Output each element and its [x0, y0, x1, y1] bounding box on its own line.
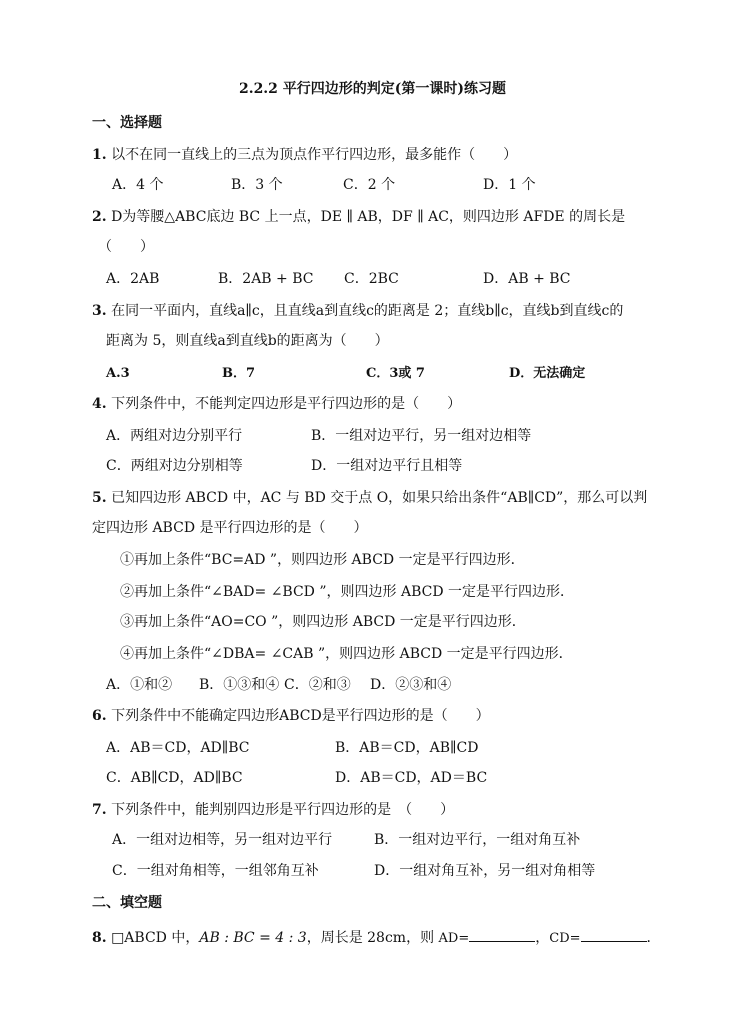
- q4-option-a: A．两组对边分别平行: [106, 428, 243, 444]
- question-6: [92, 706, 490, 726]
- q5-option-b: B．①③和④: [199, 677, 280, 693]
- section-heading-choice: 一、选择题: [92, 115, 162, 131]
- question-text: 在同一平面内，直线a∥c，且直线a到直线c的距离是 2；直线b∥c，直线b到直线c的: [111, 303, 624, 319]
- q2-option-c: C．2BC: [344, 271, 399, 287]
- q5-option-d: D．②③和④: [370, 677, 452, 693]
- question-prefix: □ABCD 中，: [111, 930, 200, 946]
- q4-option-c: C．两组对边分别相等: [106, 458, 243, 474]
- question-5-line2: 定四边形 ABCD 是平行四边形的是（ ）: [92, 520, 368, 536]
- question-7: [92, 800, 454, 820]
- q5-statement-1: ①再加上条件“BC=AD ”，则四边形 ABCD 一定是平行四边形．: [120, 552, 525, 568]
- q2-option-b: B．2AB + BC: [218, 271, 314, 287]
- ratio-expression: AB : BC = 4 : 3: [199, 930, 307, 946]
- cd-label: CD=: [549, 931, 581, 946]
- q7-option-d: D．一组对角互补，另一组对角相等: [374, 863, 596, 879]
- ad-answer-blank[interactable]: [469, 929, 535, 942]
- q6-option-b: B．AB＝CD，AB∥CD: [335, 740, 479, 756]
- q1-option-d: D．1 个: [483, 177, 536, 193]
- question-text: 下列条件中，不能判定四边形是平行四边形的是（ ）: [111, 396, 462, 412]
- question-4: [92, 394, 461, 414]
- question-text: 下列条件中，能判别四边形是平行四边形的是 （ ）: [111, 802, 455, 818]
- question-2-line2: （ ）: [98, 239, 154, 255]
- section-heading-fill: 二、填空题: [92, 895, 162, 911]
- q6-option-c: C．AB∥CD，AD∥BC: [106, 770, 243, 786]
- q7-option-b: B．一组对边平行，一组对角互补: [374, 832, 581, 848]
- question-text: 下列条件中不能确定四边形ABCD是平行四边形的是（ ）: [111, 708, 490, 724]
- question-number: 7.: [92, 802, 107, 818]
- q2-option-d: D．AB + BC: [483, 271, 571, 287]
- question-number: 6.: [92, 708, 107, 724]
- ad-label: AD=: [438, 931, 470, 946]
- question-number: 3.: [92, 303, 107, 319]
- question-5: [92, 488, 647, 508]
- q7-option-a: A．一组对边相等，另一组对边平行: [112, 832, 333, 848]
- q3-option-c: C．3或 7: [366, 366, 425, 381]
- question-text: 以不在同一直线上的三点为顶点作平行四边形，最多能作（ ）: [111, 147, 518, 163]
- cd-answer-blank[interactable]: [581, 929, 647, 942]
- question-number: 5.: [92, 490, 107, 506]
- question-end: ．: [646, 930, 661, 946]
- question-1: [92, 145, 517, 165]
- question-8: 8. □ABCD 中，AB : BC = 4 : 3，周长是 28cm，则 AD= ，CD= ．: [92, 930, 661, 946]
- q4-option-b: B．一组对边平行，另一组对边相等: [311, 428, 532, 444]
- q1-option-a: A．4 个: [112, 177, 164, 193]
- q5-statement-4: ④再加上条件“∠DBA= ∠CAB ”，则四边形 ABCD 一定是平行四边形．: [120, 646, 573, 662]
- question-number: 8.: [92, 930, 107, 946]
- q7-option-c: C．一组对角相等，一组邻角互补: [112, 863, 319, 879]
- question-number: 2.: [92, 209, 107, 225]
- q5-statement-2: ②再加上条件“∠BAD= ∠BCD ”，则四边形 ABCD 一定是平行四边形．: [120, 584, 575, 600]
- q3-option-b: B．7: [222, 366, 256, 381]
- q4-option-d: D．一组对边平行且相等: [311, 458, 463, 474]
- question-number: 1.: [92, 147, 107, 163]
- question-text: D为等腰△ABC底边 BC 上一点，DE ∥ AB，DF ∥ AC，则四边形 AFDE 的周长是: [111, 209, 626, 225]
- q5-statement-3: ③再加上条件“AO=CO ”，则四边形 ABCD 一定是平行四边形．: [120, 614, 526, 630]
- q2-option-a: A．2AB: [106, 271, 160, 287]
- q3-option-d: D．无法确定: [509, 366, 586, 381]
- question-text: 已知四边形 ABCD 中，AC 与 BD 交于点 O，如果只给出条件“AB∥CD”，那么可以判: [111, 490, 648, 506]
- question-number: 4.: [92, 396, 107, 412]
- q1-option-c: C．2 个: [343, 177, 396, 193]
- q3-option-a: A.3: [106, 366, 130, 381]
- q5-option-a: A．①和②: [106, 677, 173, 693]
- question-text: ，周长是 28cm，则: [306, 930, 439, 946]
- q6-option-a: A．AB＝CD，AD∥BC: [106, 740, 250, 756]
- question-2: [92, 207, 625, 227]
- question-3-line2: 距离为 5，则直线a到直线b的距离为（ ）: [106, 333, 389, 349]
- q6-option-d: D．AB＝CD，AD＝BC: [335, 770, 488, 786]
- q5-option-c: C．②和③: [284, 677, 351, 693]
- question-3: [92, 301, 623, 321]
- page-title: 2.2.2 平行四边形的判定(第一课时)练习题: [238, 81, 507, 97]
- q1-option-b: B．3 个: [231, 177, 283, 193]
